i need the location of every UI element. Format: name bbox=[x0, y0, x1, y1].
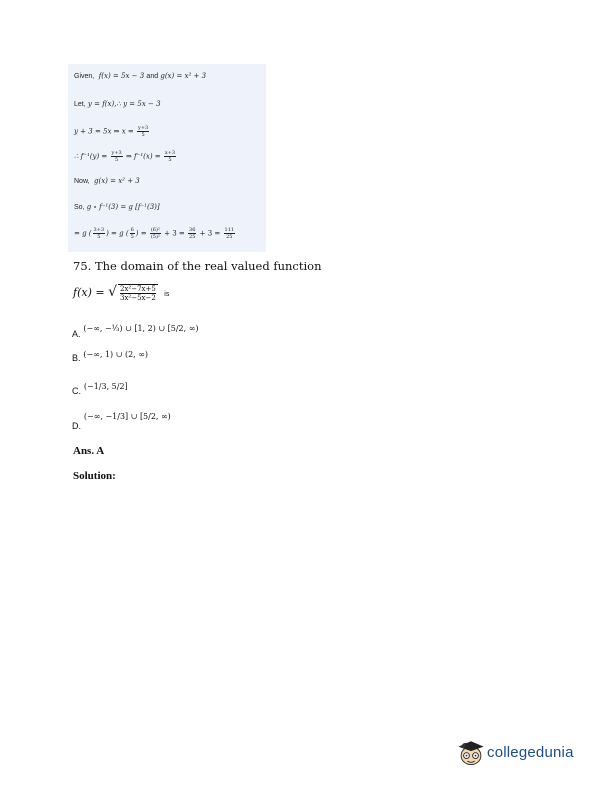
graduate-mascot-icon bbox=[453, 737, 489, 767]
solution-line-4: ∴ f⁻¹(y) = $\frac{y+3}{5}$ ⇒ f⁻¹(x) = $\frac{x+3}{5}$ bbox=[74, 150, 176, 163]
answer-line: Ans. A bbox=[73, 445, 105, 457]
solution-line-7: = g ( $\frac{3+3}{5}$ ) = g ( $\frac{6}{5}$ ) = $\frac{\text{(6)²}}{\text{(5)²}}$ + 3 = $\frac{36}{25}$ + 3 = $\frac{111}{25}$ bbox=[74, 227, 235, 240]
option-c[interactable]: C. (−1/3, 5/2] bbox=[72, 382, 128, 396]
solution-heading: Solution: bbox=[73, 470, 116, 482]
option-a[interactable]: A. (−∞, −⅓) ∪ [1, 2) ∪ [5/2, ∞) bbox=[72, 324, 199, 339]
solution-line-6: So, g ∘ f⁻¹(3) = g [f⁻¹(3)] bbox=[74, 203, 160, 211]
question-function: f(x) = √ $\frac{\text{2x²−7x+5}}{\text{3x²−5x−2}}$ is bbox=[73, 284, 170, 302]
solution-line-2: Let, y = f(x),∴ y = 5x − 3 bbox=[74, 100, 161, 108]
question-text: 75. The domain of the real valued function bbox=[73, 259, 322, 273]
solution-line-5: Now, g(x) = x² + 3 bbox=[74, 177, 140, 185]
solution-line-1: Given, f(x) = 5x − 3 and g(x) = x² + 3 bbox=[74, 72, 207, 80]
brand-logo-text[interactable]: collegedunia bbox=[487, 744, 574, 761]
solution-line-3: y + 3 = 5x ⇒ x = $\frac{y+3}{5}$ bbox=[74, 125, 149, 138]
option-b[interactable]: B. (−∞, 1) ∪ (2, ∞) bbox=[72, 350, 149, 363]
option-d[interactable]: D. (−∞, −1/3] ∪ [5/2, ∞) bbox=[72, 412, 171, 431]
radical: $\frac{\text{2x²−7x+5}}{\text{3x²−5x−2}}$ bbox=[120, 285, 156, 302]
